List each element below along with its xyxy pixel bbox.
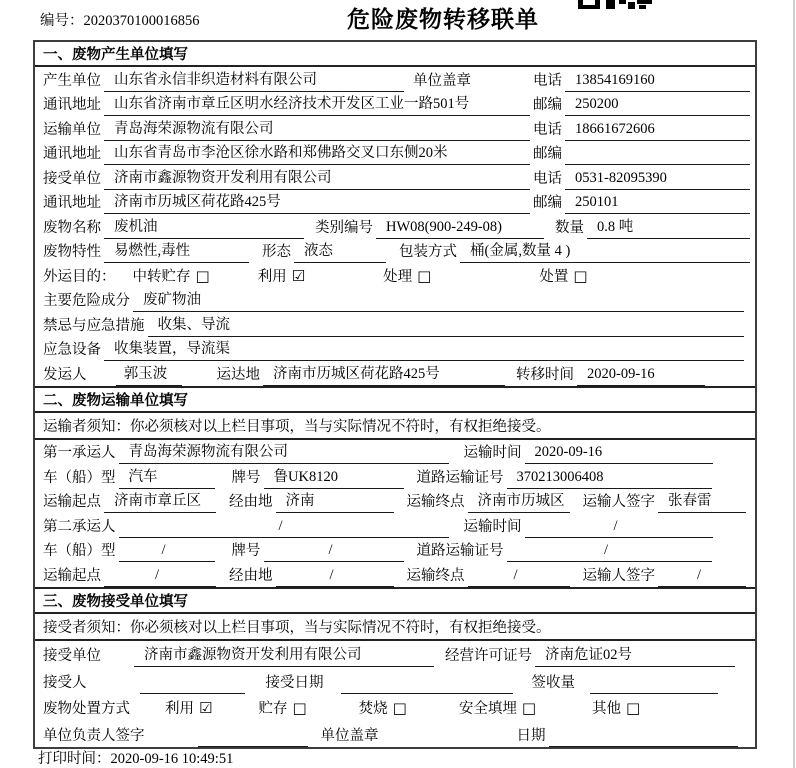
carrier1-row [35, 440, 755, 465]
route1-sign-value: 张春雷 [658, 489, 746, 513]
producer-address-label: 通讯地址 [43, 97, 101, 113]
destination-value: 济南市历城区荷花路425号 [263, 362, 505, 386]
disposal-method-label: 废物处置方式 [43, 701, 130, 717]
receiver-person-row [35, 667, 755, 694]
carrier1-label: 第一承运人 [43, 445, 116, 461]
transporter-address-row [35, 141, 755, 166]
waste-name-label: 废物名称 [43, 219, 101, 236]
purpose-label: 外运目的： [43, 268, 116, 285]
dispatcher-value: 郭玉波 [116, 362, 182, 386]
route2-end-value: / [468, 567, 570, 587]
purpose-transfer-checkbox-icon: □ [195, 266, 210, 285]
transporter-unit-row [35, 116, 755, 141]
print-time-value: 2020-09-16 10:49:51 [110, 751, 234, 767]
route2-via-value: / [276, 567, 394, 587]
carrier1-time-value: 2020-09-16 [525, 444, 713, 464]
route1-row [35, 489, 755, 514]
waste-form-label: 形态 [262, 244, 291, 260]
route1-end-value: 济南市历城区 [468, 489, 570, 513]
route1-end-label: 运输终点 [406, 494, 465, 510]
responsible-sign-value [198, 729, 308, 747]
receive-unit-value: 济南市鑫源物资开发利用有限公司 [134, 643, 434, 667]
route1-start-label: 运输起点 [43, 494, 101, 510]
disposal-option-utilize: 利用 ☑ [165, 699, 213, 717]
transfer-time-label: 转移时间 [516, 366, 574, 383]
destination-label: 运达地 [216, 366, 260, 383]
receiver-person-label: 接受人 [43, 674, 87, 691]
qr-code-fragment [578, 0, 654, 10]
vehicle1-type-value: 汽车 [119, 465, 215, 489]
purpose-option-treat: 处理 □ [383, 266, 432, 285]
receive-amount-label: 签收量 [531, 674, 575, 691]
serial-number: 2020370100016856 [83, 13, 200, 29]
vehicle2-type-label: 车（船）型 [43, 543, 116, 559]
hazard-label: 主要危险成分 [43, 293, 130, 309]
carrier1-time-label: 运输时间 [463, 445, 522, 461]
vehicle2-cert-value: / [507, 542, 712, 562]
receiver-address-value: 济南市历城区荷花路425号 [104, 190, 530, 214]
receive-amount-value [590, 676, 718, 694]
vehicle1-cert-value: 370213006408 [507, 469, 712, 489]
hazard-value: 废矿物油 [133, 288, 744, 312]
purpose-option-dispose: 处置 □ [539, 266, 588, 285]
receive-date-value [341, 676, 513, 694]
receiver-zip-value: 250101 [565, 194, 750, 214]
disposal-utilize-checkbox-icon: ☑ [199, 699, 213, 717]
purpose-row [35, 263, 755, 288]
waste-pack-value: 桶(金属,数量 4 ) [460, 239, 750, 263]
producer-zip-label: 邮编 [533, 97, 562, 113]
page-edge-divider [793, 0, 795, 768]
receiver-unit-value: 济南市鑫源物资开发利用有限公司 [104, 166, 530, 190]
vehicle2-type-value: / [119, 542, 215, 562]
transporter-unit-label: 运输单位 [43, 121, 101, 138]
emergency-equipment-value: 收集装置，导流渠 [104, 337, 744, 361]
receiver-person-value [140, 676, 245, 694]
route2-start-value: / [104, 567, 216, 587]
disposal-method-row [35, 694, 755, 721]
producer-zip-value: 250200 [565, 96, 750, 116]
carrier2-time-label: 运输时间 [463, 518, 522, 535]
route1-via-value: 济南 [276, 489, 394, 513]
unit-seal-label: 单位盖章 [413, 72, 471, 89]
waste-name-value: 废机油 [104, 215, 304, 239]
vehicle2-plate-label: 牌号 [231, 543, 261, 559]
section-producer [35, 42, 755, 386]
taboo-label: 禁忌与应急措施 [43, 317, 145, 334]
section-receiver [35, 587, 755, 747]
receiver-zip-label: 邮编 [533, 195, 562, 211]
section-transporter [35, 386, 755, 587]
purpose-utilize-checkbox-icon: ☑ [291, 266, 306, 285]
receive-unit-label: 接受单位 [43, 648, 101, 664]
waste-traits-value: 易燃性,毒性 [104, 239, 249, 263]
route2-sign-label: 运输人签字 [582, 567, 655, 584]
producer-address-row [35, 92, 755, 117]
producer-unit-label: 产生单位 [43, 72, 101, 89]
disposal-incinerate-checkbox-icon: □ [392, 699, 407, 717]
waste-qty-value: 0.8 吨 [587, 215, 750, 239]
carrier2-row [35, 513, 755, 538]
emergency-equipment-label: 应急设备 [43, 342, 101, 358]
disposal-option-incinerate: 焚烧 □ [358, 699, 407, 717]
taboo-value: 收集、导流 [148, 313, 745, 337]
signature-row [35, 720, 755, 747]
route2-via-label: 经由地 [229, 567, 273, 584]
vehicle1-plate-label: 牌号 [231, 469, 261, 486]
page-title: 危险废物转移联单 [347, 6, 539, 32]
transporter-notice: 运输者须知：你必须核对以上栏目事项，当与实际情况不符时，有权拒绝接受。 [35, 413, 755, 440]
route1-sign-label: 运输人签字 [582, 494, 655, 510]
receive-date-label: 接受日期 [265, 674, 324, 691]
license-value: 济南危证02号 [535, 643, 735, 667]
dispatch-row [35, 361, 755, 386]
purpose-option-utilize: 利用 ☑ [257, 266, 306, 285]
vehicle1-row [35, 464, 755, 489]
route2-row [35, 562, 755, 587]
waste-traits-label: 废物特性 [43, 244, 101, 260]
carrier2-label: 第二承运人 [43, 518, 116, 535]
receiver-address-row [35, 190, 755, 215]
vehicle2-plate-value: / [264, 542, 404, 562]
vehicle2-cert-label: 道路运输证号 [416, 543, 504, 559]
section1-title: 一、废物产生单位填写 [35, 42, 755, 67]
producer-address-value: 山东省济南市章丘区明水经济技术开发区工业一路501号 [104, 92, 530, 116]
producer-phone-label: 电话 [533, 72, 562, 89]
producer-phone-value: 13854169160 [565, 72, 750, 92]
receive-unit-row [35, 641, 755, 668]
carrier2-time-value: / [525, 518, 713, 538]
route2-end-label: 运输终点 [406, 567, 465, 584]
producer-unit-value: 山东省永信非织造材料有限公司 [104, 68, 404, 92]
print-time-label: 打印时间： [38, 751, 111, 767]
waste-traits-row [35, 239, 755, 264]
route1-start-value: 济南市章丘区 [104, 489, 216, 513]
waste-pack-label: 包装方式 [399, 244, 457, 260]
purpose-option-transfer-storage: 中转贮存 □ [132, 266, 210, 285]
transporter-phone-label: 电话 [533, 121, 562, 138]
route2-start-label: 运输起点 [43, 567, 101, 584]
vehicle1-type-label: 车（船）型 [43, 469, 116, 486]
section3-title: 三、废物接受单位填写 [35, 589, 755, 614]
section2-title: 二、废物运输单位填写 [35, 388, 755, 413]
vehicle2-row [35, 538, 755, 563]
waste-qty-label: 数量 [555, 219, 584, 236]
route1-via-label: 经由地 [229, 494, 273, 510]
transporter-zip-value [565, 147, 750, 165]
unit-seal2-label: 单位盖章 [320, 727, 379, 744]
dispatcher-label: 发运人 [43, 366, 87, 383]
waste-code-label: 类别编号 [315, 219, 373, 236]
disposal-option-other: 其他 □ [592, 699, 641, 717]
receiver-address-label: 通讯地址 [43, 195, 101, 211]
transporter-address-value: 山东省青岛市李沧区徐水路和郑佛路交叉口东侧20米 [104, 141, 530, 165]
vehicle1-plate-value: 鲁UK8120 [264, 465, 404, 489]
transporter-zip-label: 邮编 [533, 146, 562, 162]
license-label: 经营许可证号 [445, 648, 532, 664]
purpose-treat-checkbox-icon: □ [417, 266, 432, 285]
carrier1-value: 青岛海荣源物流有限公司 [119, 440, 449, 464]
serial-label: 编号： [40, 13, 84, 29]
purpose-dispose-checkbox-icon: □ [573, 266, 588, 285]
route2-sign-value: / [658, 567, 746, 587]
transporter-unit-value: 青岛海荣源物流有限公司 [104, 117, 530, 141]
transporter-phone-value: 18661672606 [565, 121, 750, 141]
waste-form-value: 液态 [294, 239, 386, 263]
transfer-form [33, 40, 757, 749]
emergency-equipment-row [35, 337, 755, 362]
hazard-row [35, 288, 755, 313]
disposal-storage-checkbox-icon: □ [292, 699, 307, 717]
waste-name-row [35, 214, 755, 239]
disposal-option-storage: 贮存 □ [258, 699, 307, 717]
receiver-phone-label: 电话 [533, 170, 562, 187]
receiver-notice: 接受者须知：你必须核对以上栏目事项，当与实际情况不符时，有权拒绝接受。 [35, 614, 755, 641]
waste-code-value: HW08(900-249-08) [376, 219, 544, 239]
sign-date-label: 日期 [516, 727, 546, 744]
disposal-option-landfill: 安全填埋 □ [458, 699, 537, 717]
print-time-line [38, 747, 233, 768]
sign-date-value [549, 729, 739, 747]
receiver-phone-value: 0531-82095390 [565, 170, 750, 190]
responsible-sign-label: 单位负责人签字 [43, 727, 145, 744]
transfer-time-value: 2020-09-16 [577, 366, 705, 386]
carrier2-value: / [119, 518, 449, 538]
producer-unit-row [35, 67, 755, 92]
vehicle1-cert-label: 道路运输证号 [416, 469, 504, 486]
transporter-address-label: 通讯地址 [43, 146, 101, 162]
taboo-row [35, 312, 755, 337]
receiver-unit-row [35, 165, 755, 190]
receiver-unit-label: 接受单位 [43, 170, 101, 187]
disposal-other-checkbox-icon: □ [626, 699, 641, 717]
disposal-landfill-checkbox-icon: □ [521, 699, 537, 717]
